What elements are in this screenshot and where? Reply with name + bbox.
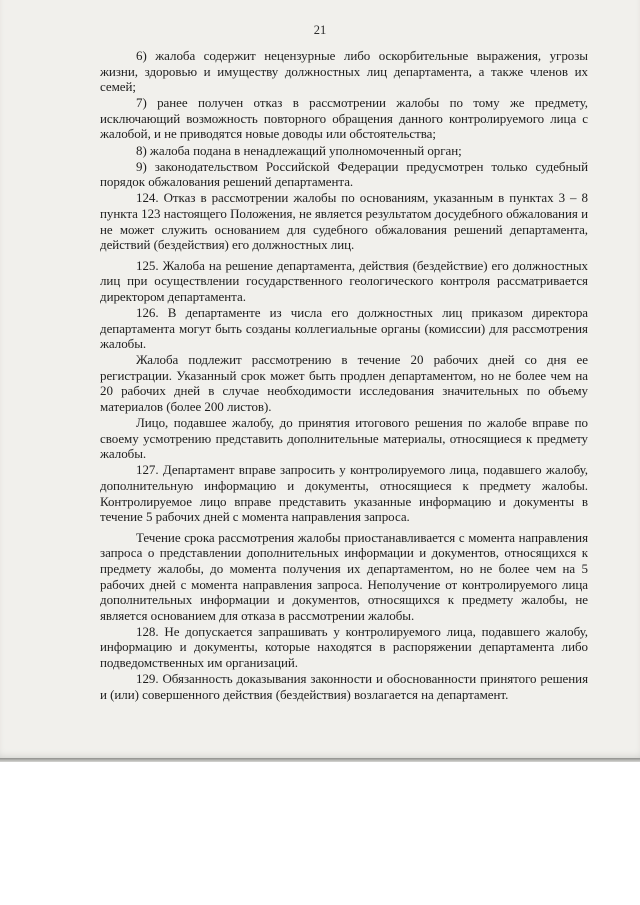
scan-edge-shadow xyxy=(0,758,640,762)
paragraph-127-suspension: Течение срока рассмотрения жалобы приостанавливается с момента направления запроса о представлении дополнительных информации и документов, относящихся к предмету жалобы, до момента получения их департаментом, но не более чем на 5 рабочих дней с момента направления запроса. Неполучение от контролируемого лица дополнительных информации и документов, относящихся к предмету жалобы, не является основанием для отказа в рассмотрении жалобы. xyxy=(100,529,588,623)
paragraph-124: 124. Отказ в рассмотрении жалобы по основаниям, указанным в пунктах 3 – 8 пункта 123 настоящего Положения, не является результатом досудебного обжалования и не может служить основанием для судебного обжалования решений департамента, действий (бездействия) его должностных лиц. xyxy=(100,190,588,253)
page-number: 21 xyxy=(313,23,327,37)
paragraph-item-9: 9) законодательством Российской Федерации предусмотрен только судебный порядок обжалования решений департамента. xyxy=(100,158,588,190)
document-body xyxy=(100,48,588,703)
paragraph-125: 125. Жалоба на решение департамента, действия (бездействие) его должностных лиц при осуществлении государственного геологического контроля рассматривается директором департамента. xyxy=(100,257,588,304)
paragraph-126-materials: Лицо, подавшее жалобу, до принятия итогового решения по жалобе вправе по своему усмотрению представить дополнительные материалы, относящиеся к предмету жалобы. xyxy=(100,415,588,462)
paragraph-127: 127. Департамент вправе запросить у контролируемого лица, подавшего жалобу, дополнительную информацию и документы, относящиеся к предмету жалобы. Контролируемое лицо вправе представить указанные информацию и документы в течение 5 рабочих дней с момента направления запроса. xyxy=(100,462,588,525)
paragraph-item-6: 6) жалоба содержит нецензурные либо оскорбительные выражения, угрозы жизни, здоровью и имуществу должностных лиц департамента, а также членов их семей; xyxy=(100,48,588,95)
paragraph-item-8: 8) жалоба подана в ненадлежащий уполномоченный орган; xyxy=(136,142,462,158)
paragraph-item-7: 7) ранее получен отказ в рассмотрении жалобы по тому же предмету, исключающий возможность повторного обращения данного контролируемого лица с жалобой, и не приводятся новые доводы или обстоятельства; xyxy=(100,95,588,142)
paragraph-128: 128. Не допускается запрашивать у контролируемого лица, подавшего жалобу, информацию и документы, которые находятся в распоряжении департамента либо подведомственных им организаций. xyxy=(100,623,588,671)
paragraph-126-term: Жалоба подлежит рассмотрению в течение 20 рабочих дней со дня ее регистрации. Указанный срок может быть продлен департаментом, но не более чем на 20 рабочих дней в случае необходимости исследования значительных по объему материалов (более 200 листов). xyxy=(100,352,588,415)
paragraph-129: 129. Обязанность доказывания законности и обоснованности принятого решения и (или) совершенного действия (бездействия) возлагается на департамент. xyxy=(100,671,588,702)
paragraph-126: 126. В департаменте из числа его должностных лиц приказом директора департамента могут быть созданы коллегиальные органы (комиссии) для рассмотрения жалобы. xyxy=(100,305,588,352)
